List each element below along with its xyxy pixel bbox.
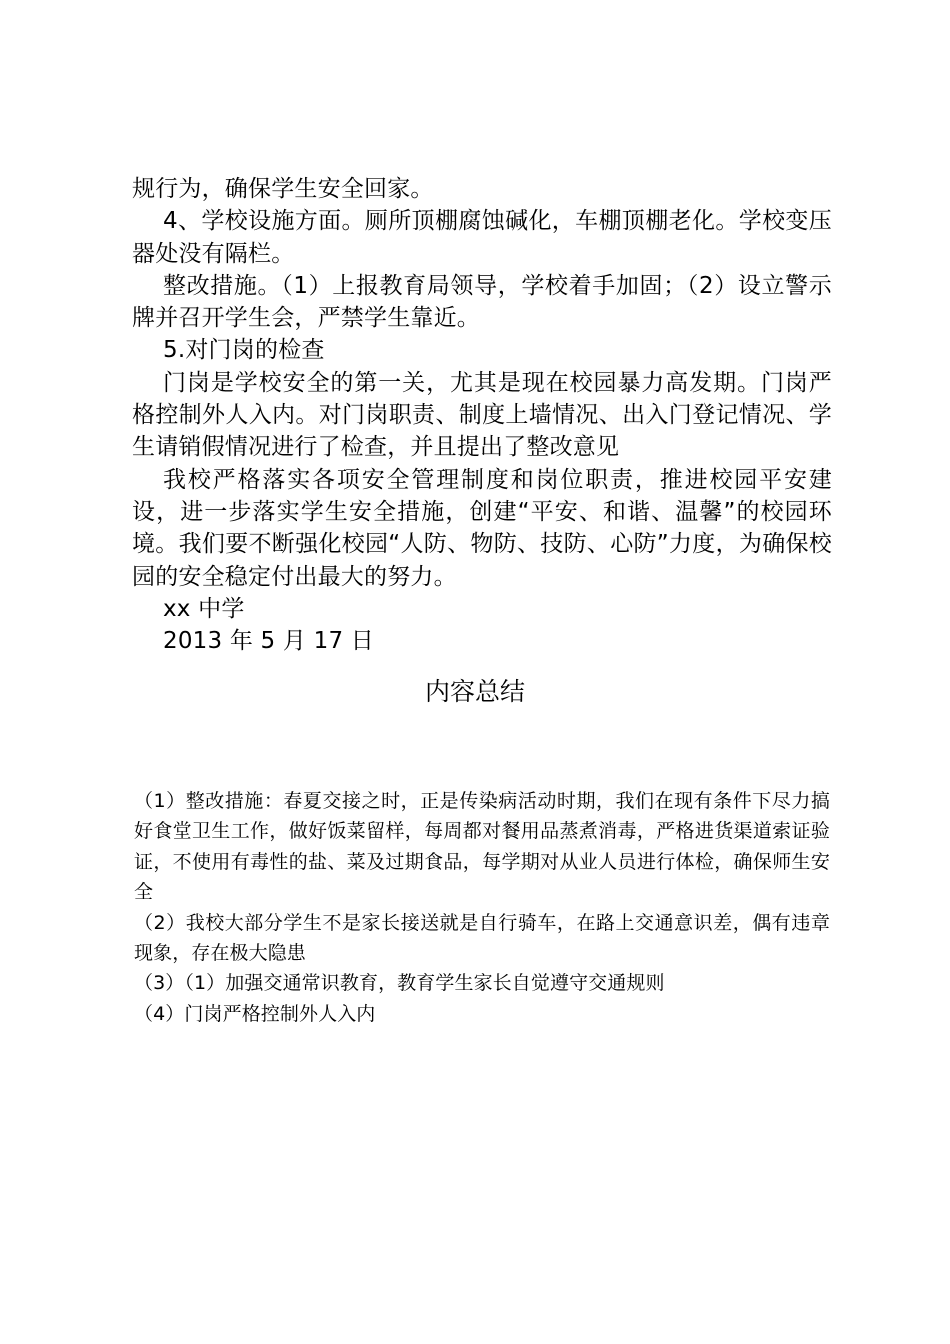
summary-list bbox=[134, 786, 830, 1029]
body-paragraph: 4、学校设施方面。厕所顶棚腐蚀碱化，车棚顶棚老化。学校变压器处没有隔栏。 bbox=[132, 208, 832, 267]
summary-item: （4）门岗严格控制外人入内 bbox=[134, 1002, 376, 1025]
body-paragraph: 整改措施。（1）上报教育局领导，学校着手加固；（2）设立警示牌并召开学生会，严禁学生靠近。 bbox=[132, 272, 832, 332]
section-heading: 5.对门岗的检查 bbox=[163, 337, 325, 364]
body-paragraph: 门岗是学校安全的第一关，尤其是现在校园暴力高发期。门岗严格控制外人入内。对门岗职责、制度上墙情况、出入门登记情况、学生请销假情况进行了检查，并且提出了整改意见 bbox=[132, 369, 832, 461]
signature-date: 2013 年 5 月 17 日 bbox=[163, 628, 374, 655]
summary-item: （3）（1）加强交通常识教育，教育学生家长自觉遵守交通规则 bbox=[134, 972, 665, 995]
document-body bbox=[132, 173, 832, 657]
body-paragraph: 我校严格落实各项安全管理制度和岗位职责，推进校园平安建设，进一步落实学生安全措施，创建“平安、和谐、温馨”的校园环境。我们要不断强化校园“人防、物防、技防、心防”力度，为确保校园的安全稳定付出最大的努力。 bbox=[132, 466, 832, 590]
summary-item: （1）整改措施：春夏交接之时，正是传染病活动时期，我们在现有条件下尽力搞好食堂卫生工作，做好饭菜留样，每周都对餐用品蒸煮消毒，严格进货渠道索证验证，不使用有毒性的盐、菜及过期食品，每学期对从业人员进行体检，确保师生安全 bbox=[134, 790, 830, 904]
body-paragraph: 规行为，确保学生安全回家。 bbox=[132, 176, 434, 202]
summary-item: （2）我校大部分学生不是家长接送就是自行骑车，在路上交通意识差，偶有违章现象，存在极大隐患 bbox=[134, 911, 830, 965]
signature-organization: xx 中学 bbox=[163, 595, 245, 622]
summary-title: 内容总结 bbox=[424, 677, 525, 706]
